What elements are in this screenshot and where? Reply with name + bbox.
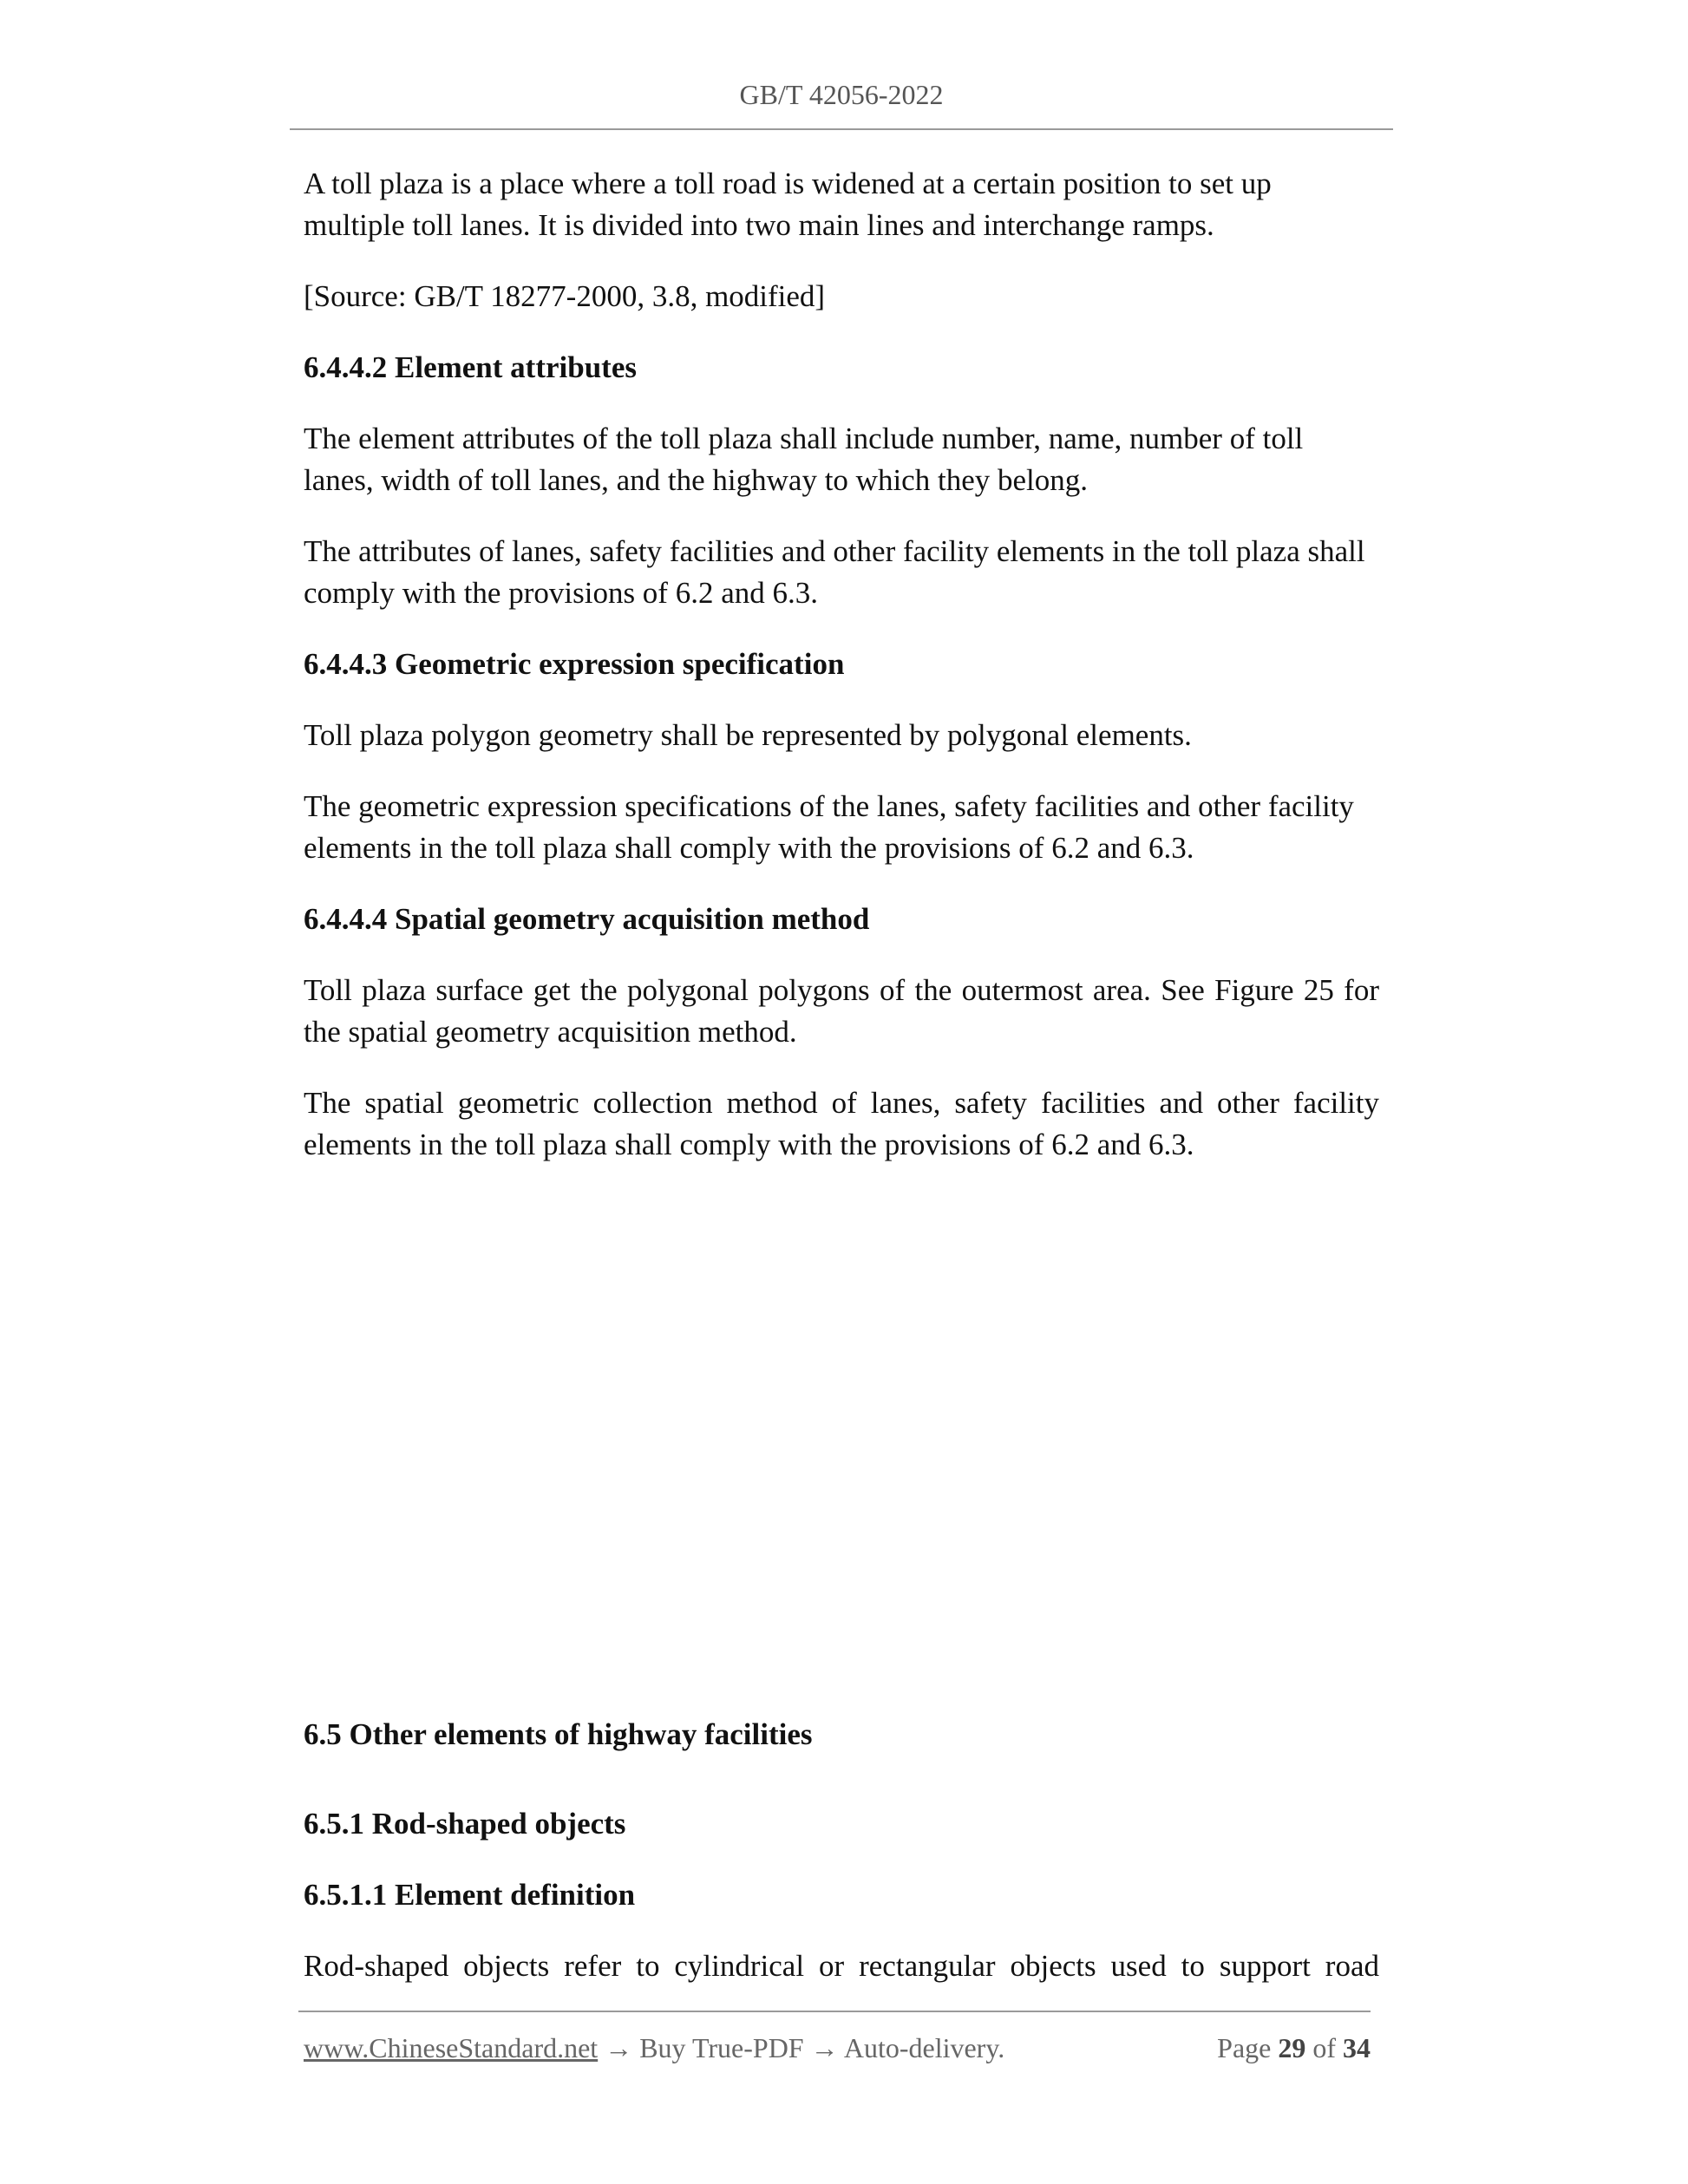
section-heading: 6.5.1.1 Element definition xyxy=(304,1878,636,1912)
paragraph: Rod-shaped objects refer to cylindrical or rectangular objects used to support road xyxy=(304,1949,1379,1983)
page-label: Page xyxy=(1217,2032,1272,2063)
current-page: 29 xyxy=(1278,2032,1306,2063)
document-body xyxy=(304,163,1379,1166)
header-divider xyxy=(290,128,1393,130)
section-heading: 6.4.4.3 Geometric expression specification xyxy=(304,647,845,681)
paragraph: The geometric expression specifications of the lanes, safety facilities and other facility elements in the toll plaza shall comply with the provisions of 6.2 and 6.3. xyxy=(304,789,1354,865)
section-heading: 6.4.4.2 Element attributes xyxy=(304,350,637,384)
source-note: [Source: GB/T 18277-2000, 3.8, modified] xyxy=(304,279,826,313)
page-footer xyxy=(304,2026,1371,2070)
buy-pdf-text: Buy True-PDF xyxy=(639,2032,804,2063)
footer-promo xyxy=(304,2026,1004,2070)
of-label: of xyxy=(1312,2032,1336,2063)
auto-delivery-text: Auto-delivery. xyxy=(843,2032,1005,2063)
page-header xyxy=(290,73,1393,116)
paragraph: A toll plaza is a place where a toll road is widened at a certain position to set up multiple toll lanes. It is divided into two main lines and interchange ramps. xyxy=(304,167,1272,242)
paragraph: The attributes of lanes, safety facilities and other facility elements in the toll plaza shall comply with the provisions of 6.2 and 6.3. xyxy=(304,534,1365,610)
arrow-right-icon: → xyxy=(605,2032,633,2063)
section-heading: 6.5.1 Rod-shaped objects xyxy=(304,1807,626,1841)
document-id: GB/T 42056-2022 xyxy=(739,79,944,110)
document-body-continued xyxy=(304,1714,1379,1987)
arrow-right-icon: → xyxy=(810,2032,839,2063)
section-heading: 6.5 Other elements of highway facilities xyxy=(304,1717,813,1751)
website-link[interactable]: www.ChineseStandard.net xyxy=(304,2032,599,2063)
paragraph: The spatial geometric collection method of lanes, safety facilities and other facility elements in the toll plaza shall comply with the provisions of 6.2 and 6.3. xyxy=(304,1086,1379,1161)
section-heading: 6.4.4.4 Spatial geometry acquisition method xyxy=(304,902,870,936)
page-number xyxy=(1217,2026,1371,2070)
paragraph: The element attributes of the toll plaza shall include number, name, number of toll lanes, width of toll lanes, and the highway to which they belong. xyxy=(304,422,1304,497)
paragraph: Toll plaza surface get the polygonal polygons of the outermost area. See Figure 25 for the spatial geometry acquisition method. xyxy=(304,973,1379,1049)
paragraph: Toll plaza polygon geometry shall be represented by polygonal elements. xyxy=(304,718,1192,752)
total-pages: 34 xyxy=(1343,2032,1371,2063)
footer-divider xyxy=(298,2011,1371,2012)
